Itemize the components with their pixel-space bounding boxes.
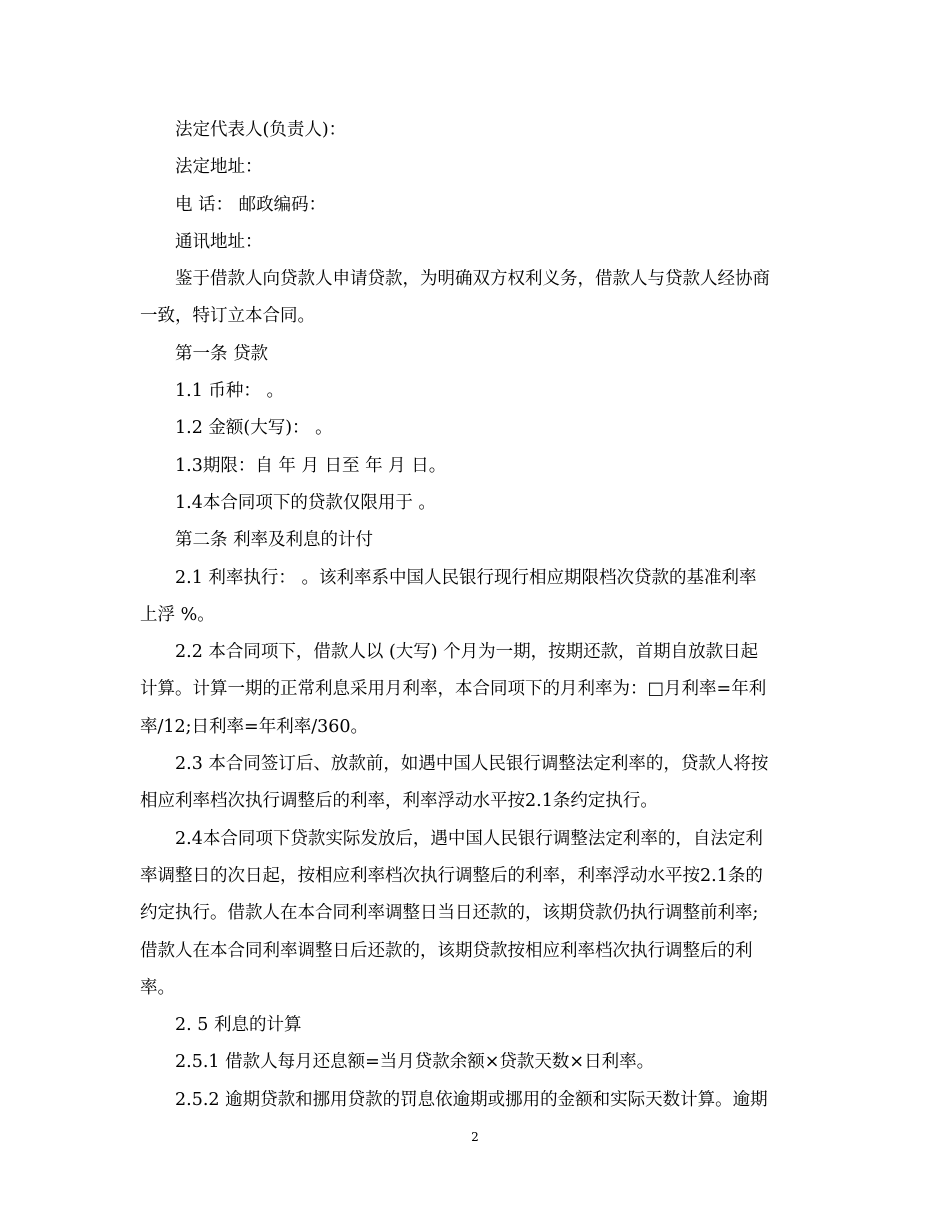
text-line: 率/12;日利率=年利率/360。	[140, 716, 369, 737]
text-line: 计算。计算一期的正常利息采用月利率，本合同项下的月利率为：□月利率=年利	[140, 679, 767, 700]
text-line: 1.3期限：自 年 月 日至 年 月 日。	[175, 455, 447, 476]
text-line: 第二条 利率及利息的计付	[175, 530, 374, 551]
text-line: 1.1 币种： 。	[175, 381, 284, 402]
text-line: 借款人在本合同利率调整日后还款的，该期贷款按相应利率档次执行调整后的利	[140, 940, 753, 961]
text-line: 2.5.2 逾期贷款和挪用贷款的罚息依逾期或挪用的金额和实际天数计算。逾期	[175, 1089, 768, 1110]
text-line: 通讯地址：	[175, 231, 263, 252]
text-line: 鉴于借款人向贷款人申请贷款，为明确双方权利义务，借款人与贷款人经协商	[175, 269, 770, 290]
document-body	[140, 112, 812, 1119]
text-line: 2.4本合同项下贷款实际发放后，遇中国人民银行调整法定利率的，自法定利	[175, 828, 763, 849]
text-line: 法定地址：	[175, 157, 263, 178]
text-line: 法定代表人(负责人)：	[175, 120, 347, 140]
text-line: 2.2 本合同项下，借款人以 (大写) 个月为一期，按期还款，首期自放款日起	[175, 642, 759, 663]
text-line: 约定执行。借款人在本合同利率调整日当日还款的，该期贷款仍执行调整前利率;	[140, 903, 759, 924]
text-line: 2.1 利率执行： 。该利率系中国人民银行现行相应期限档次贷款的基准利率	[175, 567, 757, 588]
text-line: 2.5.1 借款人每月还息额=当月贷款余额×贷款天数×日利率。	[175, 1052, 655, 1073]
text-line: 电 话： 邮政编码：	[175, 194, 327, 215]
text-line: 2.3 本合同签订后、放款前，如遇中国人民银行调整法定利率的，贷款人将按	[175, 754, 769, 775]
text-line: 一致，特订立本合同。	[140, 306, 315, 327]
text-line: 1.4本合同项下的贷款仅限用于 。	[175, 492, 436, 513]
text-line: 率调整日的次日起，按相应利率档次执行调整后的利率，利率浮动水平按2.1条的	[140, 865, 763, 886]
text-line: 相应利率档次执行调整后的利率，利率浮动水平按2.1条约定执行。	[140, 791, 658, 812]
text-line: 上浮 %。	[140, 604, 215, 625]
text-line: 1.2 金额(大写)： 。	[175, 418, 333, 439]
page-number: 2	[471, 1130, 479, 1144]
text-line: 率。	[140, 977, 175, 998]
text-line: 第一条 贷款	[175, 343, 269, 364]
text-line: 2. 5 利息的计算	[175, 1015, 302, 1036]
